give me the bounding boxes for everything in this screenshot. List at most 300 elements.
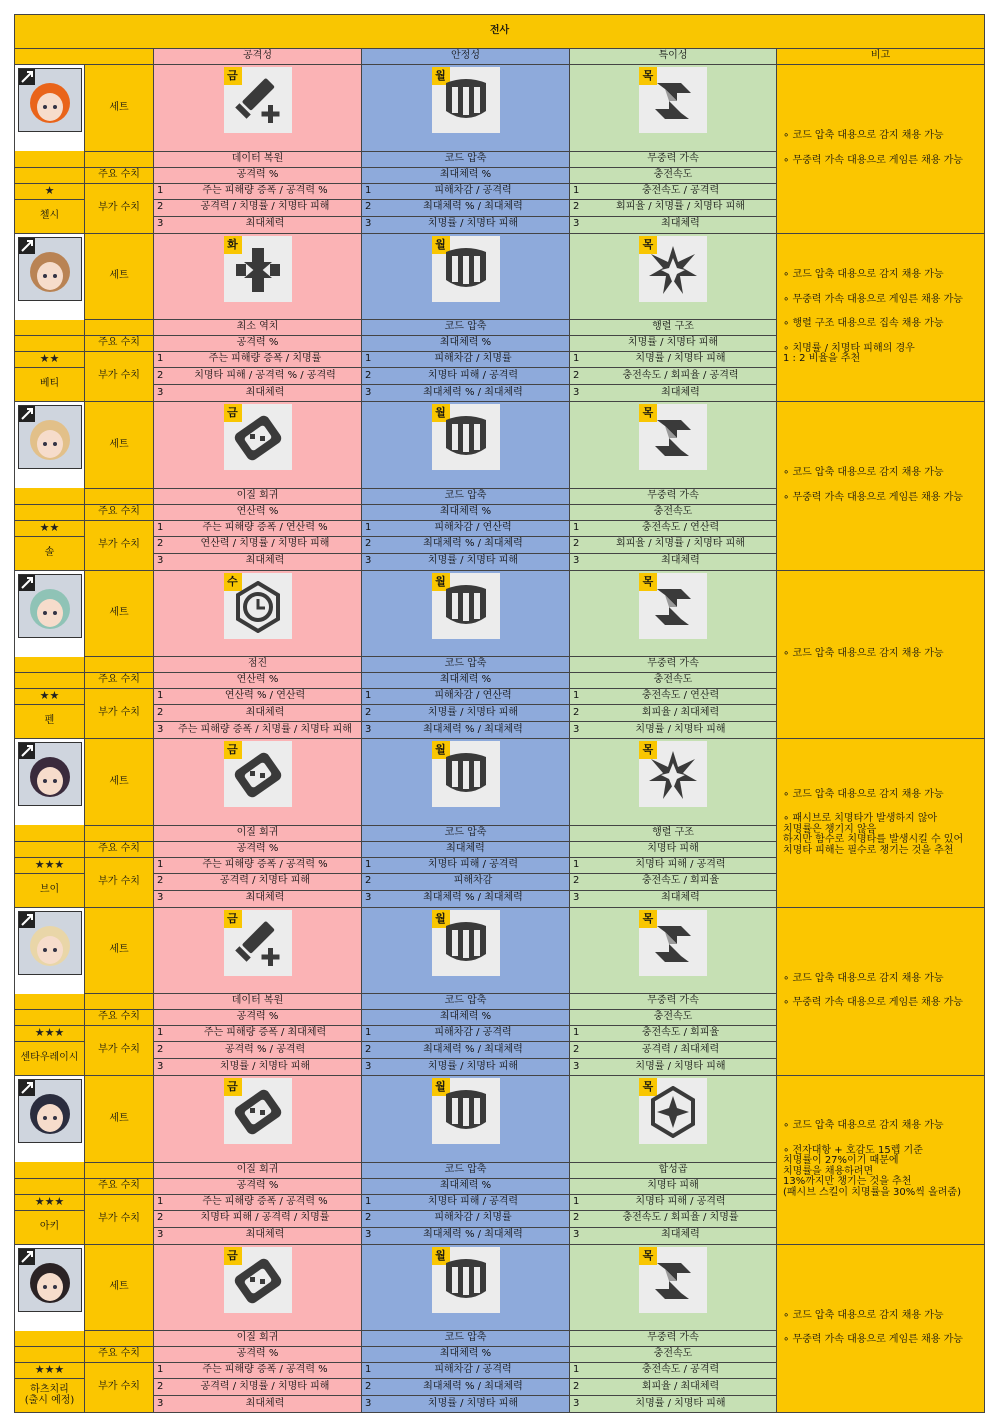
note-line: ∘ 무중력 가속 대용으로 게임른 채용 가능 [783, 997, 963, 1009]
special-set-cell [570, 65, 777, 152]
sub-stat-index: 3 [573, 386, 580, 398]
attack-sub-stat [154, 689, 362, 705]
attack-sub-stat [154, 1363, 362, 1379]
main-stat-label: 주요 수치 [85, 1347, 154, 1363]
stability-main-stat: 최대체력 % [362, 504, 570, 520]
attack-set-cell [154, 65, 362, 152]
stability-sub-stat [362, 1227, 570, 1244]
sub-stat-value: 주는 피해량 증폭 / 공격력 % [202, 1364, 328, 1376]
set-element-badge: 목 [639, 1247, 657, 1265]
sub-stat-index: 2 [365, 1212, 372, 1224]
sub-stat-value: 최대체력 % / 최대체력 [423, 1043, 523, 1055]
stability-sub-stat [362, 1396, 570, 1413]
character-set-row [15, 233, 985, 320]
sub-stat-label: 부가 수치 [85, 857, 154, 907]
stability-set-name: 코드 압축 [362, 488, 570, 504]
note-line: ∘ 무중력 가속 대용으로 게임른 채용 가능 [783, 293, 963, 305]
sub-stat-value: 피해차감 / 치명률 [434, 1212, 512, 1224]
portrait-image [19, 69, 81, 131]
stability-sub-stat [362, 1026, 570, 1042]
special-sub-stat [570, 1396, 777, 1413]
sub-stat-index: 3 [365, 723, 372, 735]
sub-stat-value: 최대체력 [245, 555, 285, 567]
character-name: 솔 [15, 536, 85, 570]
sub-stat-index: 1 [157, 690, 164, 702]
set-element-badge: 금 [224, 741, 242, 759]
stability-set-name: 코드 압축 [362, 825, 570, 841]
character-portrait [18, 1079, 82, 1143]
char-spacer [15, 841, 85, 857]
sub-stat-value: 치명률 / 치명타 피해 [427, 555, 519, 567]
gamepad-icon [232, 1255, 284, 1307]
sub-stat-value: 최대체력 % / 최대체력 [423, 386, 523, 398]
special-sub-stat [570, 385, 777, 402]
sub-stat-value: 공격력 / 최대체력 [641, 1043, 720, 1055]
sub-stat-index: 3 [157, 892, 164, 904]
attack-sub-stat [154, 1026, 362, 1042]
character-set-row [15, 402, 985, 489]
note-line: ∘ 코드 압축 대용으로 감지 채용 가능 [783, 1120, 944, 1132]
sub-stat-index: 3 [157, 1229, 164, 1241]
sub-stat-value: 회피율 / 치명률 / 치명타 피해 [616, 201, 745, 213]
char-spacer [15, 1178, 85, 1194]
set-label-spacer [85, 994, 154, 1010]
set-element-badge: 화 [224, 236, 242, 254]
rarity-stars: ★ [44, 183, 55, 197]
sub-stat-index: 1 [157, 1027, 164, 1039]
attack-sub-stat [154, 890, 362, 907]
stability-main-stat: 최대체력 % [362, 336, 570, 352]
attack-set-cell [154, 233, 362, 320]
sub-stat-index: 3 [365, 892, 372, 904]
stability-sub-stat [362, 1042, 570, 1059]
sub-stat-index: 1 [365, 690, 372, 702]
stability-set-icon-box [432, 910, 500, 976]
stability-set-icon-box [432, 741, 500, 807]
attack-set-name: 데이터 복원 [154, 151, 362, 167]
sub-stat-index: 2 [157, 201, 164, 213]
sub-stat-index: 2 [573, 706, 580, 718]
character-set-row [15, 907, 985, 994]
attack-sub-stat [154, 536, 362, 553]
character-set-row [15, 739, 985, 826]
special-sub-stat [570, 857, 777, 873]
special-main-stat: 치명타 피해 [570, 1178, 777, 1194]
attack-sub-stat [154, 352, 362, 368]
attack-set-name: 데이터 복원 [154, 994, 362, 1010]
set-label-spacer [85, 825, 154, 841]
character-set-row [15, 1244, 985, 1331]
sub-stat-value: 최대체력 [245, 386, 285, 398]
special-set-cell [570, 1076, 777, 1163]
character-portrait [18, 68, 82, 132]
character-stars [15, 1363, 85, 1379]
notes-cell [777, 402, 985, 571]
set-element-badge: 월 [432, 404, 450, 422]
stability-sub-stat [362, 352, 570, 368]
sub-stat-value: 피해차감 / 연산력 [434, 690, 512, 702]
char-spacer [15, 1347, 85, 1363]
special-set-icon-box [639, 573, 707, 639]
character-portrait-cell [15, 233, 85, 320]
set-label-spacer [85, 488, 154, 504]
shield-icon [440, 581, 492, 633]
portrait-spacer [15, 657, 85, 673]
sub-stat-index: 1 [573, 184, 580, 196]
character-portrait [18, 742, 82, 806]
stability-sub-stat [362, 183, 570, 199]
attack-set-name: 이질 회귀 [154, 1162, 362, 1178]
stability-sub-stat [362, 536, 570, 553]
shield-icon [440, 918, 492, 970]
stability-sub-stat [362, 199, 570, 216]
shield-icon [440, 749, 492, 801]
attack-sub-stat [154, 553, 362, 570]
notes-header: 비고 [777, 49, 985, 65]
stability-sub-stat [362, 873, 570, 890]
set-element-badge: 목 [639, 741, 657, 759]
character-portrait-cell [15, 739, 85, 826]
main-stat-label: 주요 수치 [85, 673, 154, 689]
notes-cell [777, 1244, 985, 1413]
stability-set-name: 코드 압축 [362, 657, 570, 673]
special-set-name: 무중력 가속 [570, 151, 777, 167]
special-set-icon-box [639, 1078, 707, 1144]
sub-stat-value: 주는 피해량 증폭 / 공격력 % [202, 858, 328, 870]
stability-set-name: 코드 압축 [362, 1331, 570, 1347]
sword-icon [232, 918, 284, 970]
character-stars [15, 520, 85, 536]
set-element-badge: 목 [639, 573, 657, 591]
stability-set-cell [362, 233, 570, 320]
special-sub-stat [570, 689, 777, 705]
gamepad-icon [232, 412, 284, 464]
character-name: 베티 [15, 368, 85, 402]
sub-stat-value: 최대체력 % / 최대체력 [423, 892, 523, 904]
sub-stat-index: 3 [157, 555, 164, 567]
set-element-badge: 월 [432, 910, 450, 928]
char-spacer [15, 167, 85, 183]
attack-sub-stat [154, 1210, 362, 1227]
sub-stat-label: 부가 수치 [85, 689, 154, 739]
stability-main-stat: 최대체력 % [362, 1178, 570, 1194]
portrait-image [19, 743, 81, 805]
stability-set-icon-box [432, 573, 500, 639]
attack-sub-stat [154, 1042, 362, 1059]
sub-stat-value: 최대체력 % / 최대체력 [423, 723, 523, 735]
shield-icon [440, 1086, 492, 1138]
sub-stat-index: 2 [573, 201, 580, 213]
attack-sub-stat [154, 1379, 362, 1396]
set-label: 세트 [85, 402, 154, 489]
attack-sub-stat [154, 385, 362, 402]
main-stat-label: 주요 수치 [85, 1178, 154, 1194]
sub-stat-index: 1 [573, 1027, 580, 1039]
character-set-row [15, 65, 985, 152]
sub-stat-index: 2 [573, 1380, 580, 1392]
special-sub-stat [570, 890, 777, 907]
sub-stat-index: 3 [157, 723, 164, 735]
stability-header: 안정성 [362, 49, 570, 65]
sub-stat-value: 주는 피해량 증폭 / 공격력 % [202, 184, 328, 196]
sub-stat-index: 1 [157, 521, 164, 533]
portrait-spacer [15, 994, 85, 1010]
note-line: ∘ 전자대항 + 호감도 15렙 기준 치명률이 27%이기 때문에 치명률을 채용하려면 13%까지만 챙기는 것을 추천 (패시브 스킬이 치명률을 30%씩 올려줌) [783, 1144, 961, 1198]
gamepad-icon [232, 749, 284, 801]
sub-stat-index: 3 [573, 723, 580, 735]
sub-stat-index: 3 [365, 1229, 372, 1241]
portrait-spacer [15, 825, 85, 841]
sub-stat-value: 최대체력 [661, 218, 700, 230]
stability-sub-stat [362, 705, 570, 722]
stability-set-cell [362, 1244, 570, 1331]
special-set-icon-box [639, 910, 707, 976]
sub-stat-index: 1 [365, 184, 372, 196]
note-line: ∘ 코드 압축 대용으로 감지 채용 가능 [783, 788, 944, 800]
portrait-spacer [15, 151, 85, 167]
rarity-stars: ★★ [39, 520, 60, 534]
special-sub-stat [570, 183, 777, 199]
character-name: 브이 [15, 873, 85, 907]
special-set-cell [570, 907, 777, 994]
sub-stat-value: 주는 피해량 증폭 / 공격력 % [202, 1195, 328, 1207]
character-portrait [18, 405, 82, 469]
portrait-spacer [15, 488, 85, 504]
attack-set-name: 이질 회귀 [154, 1331, 362, 1347]
sub-stat-value: 치명타 피해 / 공격력 / 치명률 [200, 1212, 330, 1224]
sub-stat-index: 3 [573, 555, 580, 567]
special-set-icon-box [639, 404, 707, 470]
sub-stat-value: 치명타 피해 / 공격력 [427, 1195, 519, 1207]
sub-stat-value: 피해차감 / 공격력 [434, 1027, 512, 1039]
special-sub-stat [570, 1227, 777, 1244]
sub-stat-value: 공격력 / 치명타 피해 [219, 875, 311, 887]
sub-stat-value: 치명률 / 치명타 피해 [427, 1397, 519, 1409]
sub-stat-index: 2 [157, 538, 164, 550]
sub-stat-value: 공격력 % / 공격력 [224, 1043, 306, 1055]
sub-stat-index: 3 [573, 892, 580, 904]
attack-set-cell [154, 1244, 362, 1331]
set-element-badge: 수 [224, 573, 242, 591]
special-sub-stat [570, 873, 777, 890]
attack-sub-stat [154, 1059, 362, 1076]
sub-stat-index: 1 [573, 521, 580, 533]
sub-stat-value: 치명률 / 치명타 피해 [635, 723, 726, 735]
sub-stat-index: 2 [365, 706, 372, 718]
sub-stat-value: 치명타 피해 / 공격력 [635, 1195, 726, 1207]
sub-stat-value: 치명률 / 치명타 피해 [635, 1060, 726, 1072]
stability-sub-stat [362, 553, 570, 570]
sub-stat-index: 2 [573, 538, 580, 550]
stability-main-stat: 최대체력 % [362, 1347, 570, 1363]
sub-stat-value: 공격력 / 치명률 / 치명타 피해 [200, 1380, 330, 1392]
char-spacer [15, 1010, 85, 1026]
sub-stat-index: 3 [365, 218, 372, 230]
sub-stat-index: 2 [157, 1212, 164, 1224]
notes-cell [777, 739, 985, 908]
set-element-badge: 금 [224, 67, 242, 85]
note-line: ∘ 행렬 구조 대용으로 집속 채용 가능 [783, 318, 944, 329]
sub-stat-value: 치명타 피해 / 공격력 % / 공격력 [194, 369, 336, 381]
sub-stat-index: 1 [365, 1027, 372, 1039]
attack-set-icon-box [224, 741, 292, 807]
sub-stat-value: 최대체력 [245, 1397, 285, 1409]
rarity-stars: ★★★ [34, 1026, 65, 1040]
character-stars [15, 857, 85, 873]
shield-icon [440, 75, 492, 127]
sub-stat-index: 2 [157, 1380, 164, 1392]
main-stat-label: 주요 수치 [85, 504, 154, 520]
character-portrait [18, 574, 82, 638]
special-header: 특이성 [570, 49, 777, 65]
special-set-name: 무중력 가속 [570, 488, 777, 504]
attack-set-name: 이질 회귀 [154, 825, 362, 841]
attack-set-icon-box [224, 236, 292, 302]
special-set-name: 행렬 구조 [570, 320, 777, 336]
set-element-badge: 금 [224, 1078, 242, 1096]
stability-set-icon-box [432, 67, 500, 133]
sub-stat-value: 충전속도 / 회피율 / 공격력 [622, 369, 739, 381]
stability-set-cell [362, 65, 570, 152]
set-element-badge: 월 [432, 67, 450, 85]
character-stars [15, 689, 85, 705]
sub-stat-value: 피해차감 / 공격력 [434, 184, 512, 196]
sub-stat-index: 2 [157, 706, 164, 718]
sub-stat-label: 부가 수치 [85, 1363, 154, 1413]
attack-sub-stat [154, 368, 362, 385]
character-name: 펜 [15, 705, 85, 739]
attack-set-icon-box [224, 1247, 292, 1313]
sub-stat-value: 최대체력 [661, 892, 700, 904]
special-main-stat: 충전속도 [570, 1347, 777, 1363]
set-label: 세트 [85, 65, 154, 152]
character-portrait-cell [15, 402, 85, 489]
char-spacer [15, 673, 85, 689]
star-burst-icon [647, 244, 699, 296]
sub-stat-value: 치명타 피해 / 공격력 [635, 858, 726, 870]
attack-sub-stat [154, 216, 362, 233]
sub-stat-index: 1 [157, 1195, 164, 1207]
notes-cell [777, 1076, 985, 1245]
sub-stat-index: 2 [573, 875, 580, 887]
arrows-icon [647, 1255, 699, 1307]
build-table [14, 14, 985, 1413]
sub-stat-value: 회피율 / 치명률 / 치명타 피해 [616, 538, 745, 550]
stability-sub-stat [362, 1363, 570, 1379]
special-sub-stat [570, 520, 777, 536]
note-line: ∘ 패시브로 치명타가 발생하지 않아 치명률은 챙기지 않음 하지만 함수로 치명타를 발생시킬 수 있어 치명타 피해는 필수로 챙기는 것을 추천 [783, 813, 964, 856]
set-label: 세트 [85, 907, 154, 994]
sub-stat-value: 치명률 / 치명타 피해 [427, 218, 519, 230]
attack-set-cell [154, 402, 362, 489]
set-element-badge: 목 [639, 1078, 657, 1096]
character-stars [15, 352, 85, 368]
sub-stat-index: 1 [365, 521, 372, 533]
sub-stat-index: 3 [157, 1397, 164, 1409]
sub-stat-value: 회피율 / 최대체력 [641, 706, 720, 718]
sub-stat-value: 충전속도 / 연산력 [641, 690, 720, 702]
sub-stat-index: 2 [365, 1380, 372, 1392]
sub-stat-index: 1 [365, 1195, 372, 1207]
set-element-badge: 월 [432, 1078, 450, 1096]
note-line: ∘ 무중력 가속 대용으로 게임른 채용 가능 [783, 491, 963, 503]
attack-main-stat: 공격력 % [154, 167, 362, 183]
sub-stat-index: 1 [157, 858, 164, 870]
page-title: 전사 [15, 15, 985, 49]
character-stars [15, 1194, 85, 1210]
notes-cell [777, 907, 985, 1076]
attack-sub-stat [154, 520, 362, 536]
char-spacer [15, 504, 85, 520]
attack-set-name: 이질 회귀 [154, 488, 362, 504]
sub-stat-value: 주는 피해량 증폭 / 치명률 [208, 353, 322, 365]
notes-cell [777, 570, 985, 739]
sub-stat-value: 최대체력 % / 최대체력 [423, 538, 523, 550]
set-label: 세트 [85, 570, 154, 657]
stability-set-name: 코드 압축 [362, 994, 570, 1010]
special-sub-stat [570, 199, 777, 216]
main-stat-label: 주요 수치 [85, 841, 154, 857]
sub-stat-value: 최대체력 [661, 555, 700, 567]
sub-stat-index: 1 [573, 1195, 580, 1207]
character-portrait [18, 237, 82, 301]
sub-stat-index: 1 [365, 858, 372, 870]
sub-stat-value: 치명률 / 치명타 피해 [427, 706, 519, 718]
clock-icon [232, 581, 284, 633]
attack-set-icon-box [224, 910, 292, 976]
sub-stat-value: 공격력 / 치명률 / 치명타 피해 [200, 201, 330, 213]
attack-sub-stat [154, 1396, 362, 1413]
note-line: ∘ 코드 압축 대용으로 감지 채용 가능 [783, 467, 944, 479]
sub-stat-value: 연산력 / 치명률 / 치명타 피해 [200, 538, 330, 550]
sub-stat-index: 3 [573, 1397, 580, 1409]
attack-set-cell [154, 907, 362, 994]
sub-stat-index: 1 [365, 353, 372, 365]
sub-stat-index: 3 [157, 218, 164, 230]
special-sub-stat [570, 705, 777, 722]
stability-sub-stat [362, 1210, 570, 1227]
special-sub-stat [570, 368, 777, 385]
set-element-badge: 월 [432, 1247, 450, 1265]
set-element-badge: 금 [224, 1247, 242, 1265]
special-set-cell [570, 739, 777, 826]
sub-stat-index: 2 [573, 1043, 580, 1055]
special-main-stat: 충전속도 [570, 504, 777, 520]
sub-stat-index: 3 [365, 555, 372, 567]
portrait-image [19, 1080, 81, 1142]
special-set-name: 무중력 가속 [570, 994, 777, 1010]
special-sub-stat [570, 1379, 777, 1396]
attack-sub-stat [154, 705, 362, 722]
sub-stat-value: 연산력 % / 연산력 [224, 690, 306, 702]
stability-main-stat: 최대체력 [362, 841, 570, 857]
note-line: ∘ 치명률 / 치명타 피해의 경우 1 : 2 비율을 추천 [783, 342, 915, 364]
set-element-badge: 금 [224, 404, 242, 422]
character-portrait-cell [15, 570, 85, 657]
sub-stat-index: 2 [573, 1212, 580, 1224]
attack-main-stat: 공격력 % [154, 841, 362, 857]
attack-set-icon-box [224, 1078, 292, 1144]
arrows-icon [647, 918, 699, 970]
attack-set-icon-box [224, 67, 292, 133]
attack-main-stat: 연산력 % [154, 504, 362, 520]
character-portrait-cell [15, 1244, 85, 1331]
sub-stat-index: 3 [157, 1060, 164, 1072]
sub-stat-value: 회피율 / 최대체력 [641, 1380, 720, 1392]
set-element-badge: 월 [432, 573, 450, 591]
stability-sub-stat [362, 1194, 570, 1210]
portrait-spacer [15, 320, 85, 336]
